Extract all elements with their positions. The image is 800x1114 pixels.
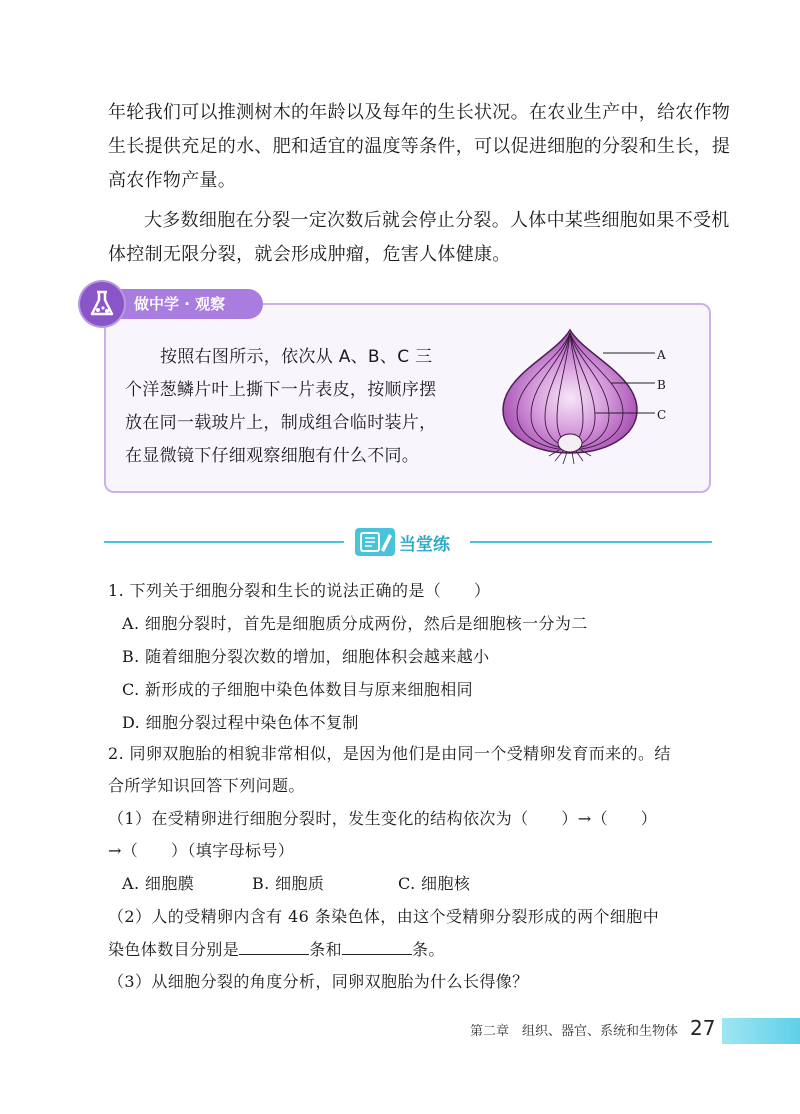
observe-line-1: 按照右图所示，依次从 A、B、C 三: [160, 347, 433, 367]
flask-icon: [80, 282, 124, 326]
answer-blank-1[interactable]: [239, 938, 309, 955]
q2-sub3: （3）从细胞分裂的角度分析，同卵双胞胎为什么长得像？: [108, 972, 529, 991]
q2-sub1-line-1: （1）在受精卵进行细胞分裂时，发生变化的结构依次为（ ）→（ ）: [108, 809, 658, 828]
onion-illustration: [495, 325, 675, 470]
page-number: 27: [690, 1016, 716, 1040]
answer-blank-2[interactable]: [342, 938, 412, 955]
q2-sub2-line-1: （2）人的受精卵内含有 46 条染色体，由这个受精卵分裂形成的两个细胞中: [108, 907, 660, 926]
q2-sub2-pre: 染色体数目分别是: [108, 940, 240, 959]
q2-stem-line-2: 合所学知识回答下列问题。: [108, 776, 305, 795]
q1-option-b: B. 随着细胞分裂次数的增加，细胞体积会越来越小: [122, 647, 490, 666]
q1-stem: 1. 下列关于细胞分裂和生长的说法正确的是（ ）: [108, 581, 491, 600]
practice-title: 当堂练: [399, 535, 450, 555]
onion-label-b: B: [657, 378, 667, 392]
q1-option-a: A. 细胞分裂时，首先是细胞质分成两份，然后是细胞核一分为二: [122, 614, 588, 633]
onion-label-a: A: [657, 348, 667, 362]
q2-option-b: B. 细胞质: [252, 874, 325, 893]
q2-option-c: C. 细胞核: [398, 874, 471, 893]
q2-stem-line-1: 2. 同卵双胞胎的相貌非常相似，是因为他们是由同一个受精卵发育而来的。结: [108, 744, 671, 763]
intro-line-3: 高农作物产量。: [108, 170, 237, 191]
q2-sub2-post: 条。: [412, 940, 445, 959]
intro-line-2: 生长提供充足的水、肥和适宜的温度等条件，可以促进细胞的分裂和生长，提: [108, 136, 731, 157]
observe-line-3: 放在同一载玻片上，制成组合临时装片，: [125, 413, 437, 433]
onion-label-c: C: [657, 408, 667, 422]
q1-option-d: D. 细胞分裂过程中染色体不复制: [122, 713, 359, 732]
practice-rule-right: [470, 541, 712, 543]
intro-line-1: 年轮我们可以推测树木的年龄以及每年的生长状况。在农业生产中，给农作物: [108, 102, 731, 123]
q2-sub1-line-2: →（ ）（填字母标号）: [108, 841, 295, 860]
footer-chapter: 第二章 组织、器官、系统和生物体: [470, 1024, 679, 1039]
q1-option-c: C. 新形成的子细胞中染色体数目与原来细胞相同: [122, 680, 474, 699]
footer-accent-bar: [722, 1018, 800, 1044]
observe-line-4: 在显微镜下仔细观察细胞有什么不同。: [125, 446, 420, 466]
intro-line-4: 大多数细胞在分裂一定次数后就会停止分裂。人体中某些细胞如果不受机: [144, 210, 730, 231]
pencil-note-icon: [355, 528, 395, 556]
observe-badge-label: 做中学 · 观察: [108, 289, 263, 319]
q2-sub2-line-2: [108, 938, 445, 961]
q2-sub2-mid: 条和: [309, 940, 343, 959]
observe-line-2: 个洋葱鳞片叶上撕下一片表皮，按顺序摆: [125, 380, 437, 400]
practice-rule-left: [104, 541, 344, 543]
q2-option-a: A. 细胞膜: [122, 874, 195, 893]
intro-line-5: 体控制无限分裂，就会形成肿瘤，危害人体健康。: [108, 244, 511, 265]
